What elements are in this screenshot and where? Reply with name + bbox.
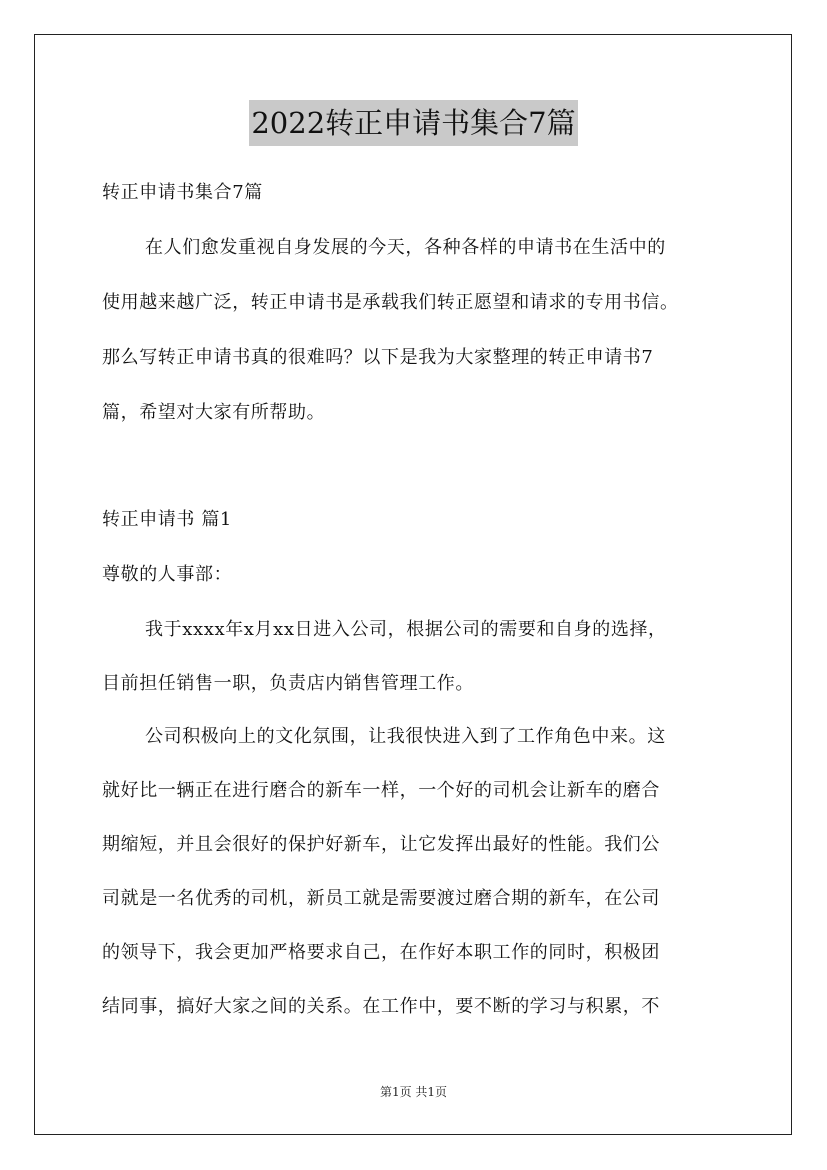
body-line: 使用越来越广泛，转正申请书是承载我们转正愿望和请求的专用书信。 xyxy=(102,292,679,313)
body-line: 结同事，搞好大家之间的关系。在工作中，要不断的学习与积累，不 xyxy=(102,996,660,1017)
body-line: 的领导下，我会更加严格要求自己，在作好本职工作的同时，积极团 xyxy=(102,942,660,963)
section-heading: 转正申请书 篇1 xyxy=(102,509,232,530)
body-line: 在人们愈发重视自身发展的今天，各种各样的申请书在生活中的 xyxy=(145,237,666,258)
body-line: 期缩短，并且会很好的保护好新车，让它发挥出最好的性能。我们公 xyxy=(102,834,660,855)
salutation: 尊敬的人事部： xyxy=(102,564,233,585)
body-line: 篇，希望对大家有所帮助。 xyxy=(102,402,326,423)
title-container xyxy=(0,100,827,146)
body-line: 司就是一名优秀的司机，新员工就是需要渡过磨合期的新车，在公司 xyxy=(102,888,660,909)
body-line: 我于xxxx年x月xx日进入公司，根据公司的需要和自身的选择， xyxy=(145,619,667,640)
page-footer: 第1页 共1页 xyxy=(379,1085,448,1099)
body-line: 公司积极向上的文化氛围，让我很快进入到了工作角色中来。这 xyxy=(145,726,666,747)
document-title: 2022转正申请书集合7篇 xyxy=(249,100,577,146)
body-line: 那么写转正申请书真的很难吗？以下是我为大家整理的转正申请书7 xyxy=(102,347,654,368)
body-line: 就好比一辆正在进行磨合的新车一样，一个好的司机会让新车的磨合 xyxy=(102,780,660,801)
subtitle: 转正申请书集合7篇 xyxy=(102,182,263,203)
body-line: 目前担任销售一职，负责店内销售管理工作。 xyxy=(102,673,474,694)
